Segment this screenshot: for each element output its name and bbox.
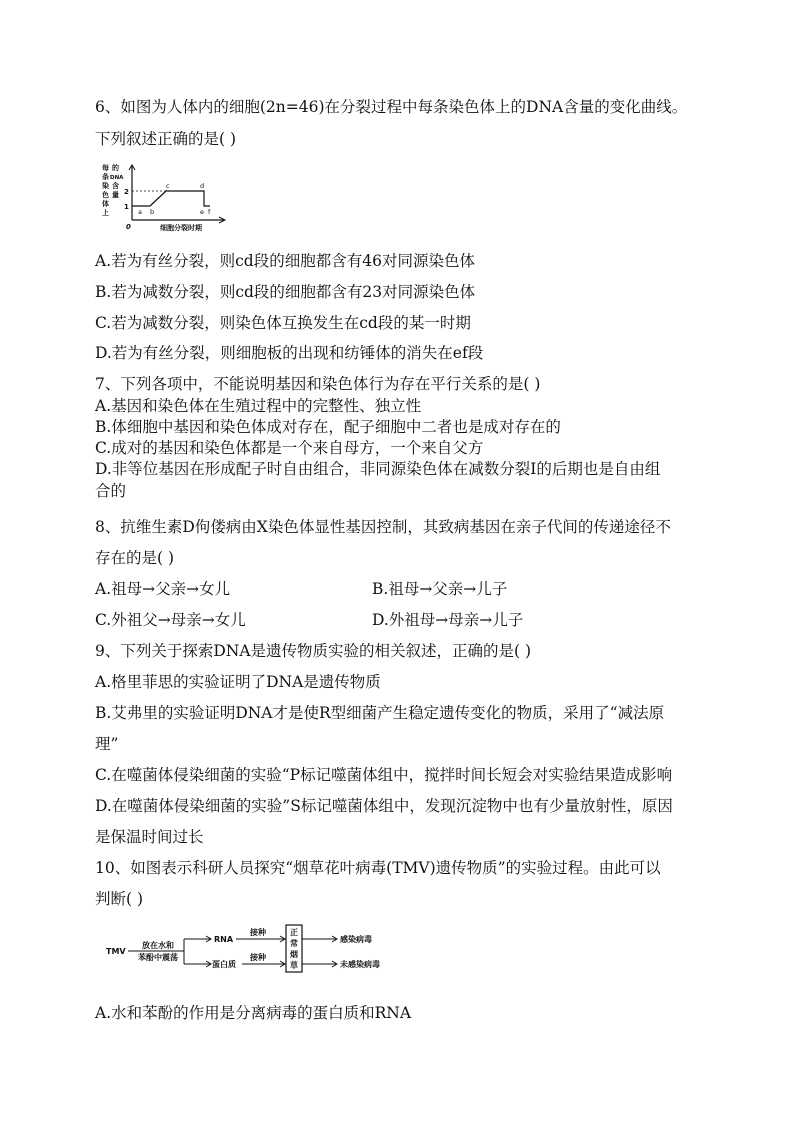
diagram-plant-char: 正 [290, 928, 298, 937]
diagram-step1-line1: 放在水和 [142, 941, 174, 950]
graph-ylabel-char: 每 [102, 164, 109, 172]
diagram-rna-label: RNA [214, 935, 234, 944]
q9-option-d-line2: 是保温时间过长 [95, 828, 204, 846]
q9-option-b-line1: B.艾弗里的实验证明DNA才是使R型细菌产生稳定遗传变化的物质，采用了“减法原 [95, 704, 665, 722]
q7-option-a: A.基因和染色体在生殖过程中的完整性、独立性 [95, 397, 422, 415]
graph-ylabel2-char: DNA [110, 175, 124, 181]
q9-option-d-line1: D.在噬菌体侵染细菌的实验”S标记噬菌体组中，发现沉淀物中也有少量放射性，原因 [95, 797, 673, 815]
q7-option-c: C.成对的基因和染色体都是一个来自母方，一个来自父方 [95, 439, 484, 457]
graph-tick-2: 2 [124, 188, 129, 196]
q7-option-d-line2: 合的 [95, 482, 127, 500]
diagram-plant-char: 草 [290, 961, 298, 970]
q6-stem-line2: 下列叙述正确的是( ) [95, 130, 237, 148]
q7-option-d-line1: D.非等位基因在形成配子时自由组合，非同源染色体在减数分裂Ⅰ的后期也是自由组 [95, 460, 661, 478]
graph-ylabel2-char: 的 [112, 164, 119, 172]
q10-tmv-experiment-diagram [104, 922, 400, 980]
q9-option-a: A.格里菲思的实验证明了DNA是遗传物质 [95, 673, 381, 691]
graph-point-b: b [150, 208, 155, 216]
graph-point-e: e [200, 208, 204, 216]
diagram-result-infected: 感染病毒 [340, 935, 372, 944]
diagram-inoculate-label-1: 接种 [250, 928, 266, 937]
q6-option-a: A.若为有丝分裂，则cd段的细胞都含有46对同源染色体 [95, 252, 475, 270]
diagram-result-not-infected: 未感染病毒 [340, 960, 380, 969]
graph-xlabel: 细胞分裂时期 [160, 224, 202, 232]
q10-stem-line1: 10、如图表示科研人员探究“烟草花叶病毒(TMV)遗传物质”的实验过程。由此可以 [95, 859, 661, 877]
graph-ylabel2-char: 量 [112, 191, 119, 199]
q6-option-b: B.若为减数分裂，则cd段的细胞都含有23对同源染色体 [95, 283, 476, 301]
q6-stem-line1: 6、如图为人体内的细胞(2n=46)在分裂过程中每条染色体上的DNA含量的变化曲线。 [95, 98, 688, 116]
graph-point-d: d [200, 182, 205, 190]
graph-point-a: a [138, 208, 142, 216]
diagram-protein-label: 蛋白质 [212, 960, 236, 969]
graph-ylabel-char: 条 [102, 173, 109, 181]
diagram-tmv-label: TMV [106, 947, 126, 956]
q9-stem: 9、下列关于探索DNA是遗传物质实验的相关叙述，正确的是( ) [95, 642, 532, 660]
diagram-inoculate-label-2: 接种 [250, 953, 266, 962]
diagram-plant-char: 烟 [290, 950, 298, 959]
graph-ylabel-char: 色 [102, 191, 109, 199]
q8-stem-line1: 8、抗维生素D佝偻病由X染色体显性基因控制，其致病基因在亲子代间的传递途径不 [95, 518, 671, 536]
graph-point-f: f [208, 208, 211, 216]
q9-option-c: C.在噬菌体侵染细菌的实验“P标记噬菌体组中，搅拌时间长短会对实验结果造成影响 [95, 766, 673, 784]
graph-ylabel-char: 体 [102, 200, 109, 208]
q6-option-d: D.若为有丝分裂，则细胞板的出现和纺锤体的消失在ef段 [95, 344, 484, 362]
q8-option-d: D.外祖母→母亲→儿子 [372, 611, 524, 629]
graph-ylabel2-char: 含 [112, 182, 119, 190]
q8-option-a: A.祖母→父亲→女儿 [95, 580, 231, 598]
graph-ylabel-char: 上 [102, 209, 109, 217]
q8-stem-line2: 存在的是( ) [95, 549, 175, 567]
q6-dna-content-graph [100, 162, 230, 238]
q6-option-c: C.若为减数分裂，则染色体互换发生在cd段的某一时期 [95, 314, 471, 332]
q8-option-c: C.外祖父→母亲→女儿 [95, 611, 246, 629]
graph-curve [132, 191, 210, 206]
diagram-step1-line2: 苯酚中震荡 [138, 953, 178, 962]
q9-option-b-line2: 理” [95, 735, 119, 753]
q10-stem-line2: 判断( ) [95, 890, 144, 908]
diagram-plant-char: 常 [290, 939, 298, 948]
q10-option-a: A.水和苯酚的作用是分离病毒的蛋白质和RNA [95, 1004, 412, 1022]
q7-option-b: B.体细胞中基因和染色体成对存在，配子细胞中二者也是成对存在的 [95, 418, 561, 436]
graph-origin: 0 [126, 223, 131, 231]
q8-option-b: B.祖母→父亲→儿子 [372, 580, 508, 598]
graph-point-c: c [166, 182, 170, 190]
graph-tick-1: 1 [124, 203, 129, 211]
q7-stem: 7、下列各项中，不能说明基因和染色体行为存在平行关系的是( ) [95, 375, 541, 393]
graph-ylabel-char: 染 [102, 182, 109, 190]
